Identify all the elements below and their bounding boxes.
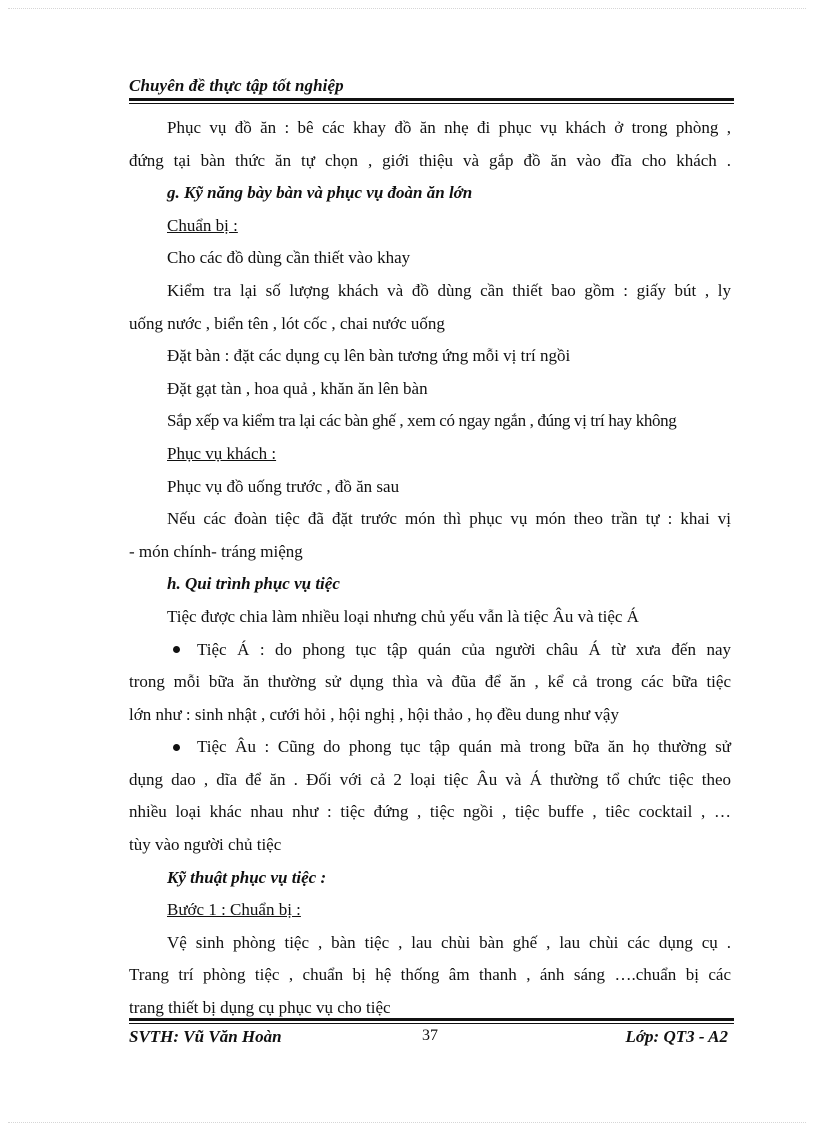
paragraph-line: Kiểm tra lại số lượng khách và đồ dùng cần thiết bao gồm : giấy bút , ly bbox=[167, 280, 731, 300]
subheading-prepare: Chuẩn bị : bbox=[167, 215, 238, 235]
paragraph-line: Sắp xếp va kiểm tra lại các bàn ghế , xem có ngay ngắn , đúng vị trí hay không bbox=[167, 411, 677, 431]
bullet-icon bbox=[173, 744, 180, 751]
paragraph-line: uống nước , biển tên , lót cốc , chai nước uống bbox=[129, 313, 445, 333]
footer-rule-thick bbox=[129, 1018, 734, 1021]
paragraph-line: tùy vào người chủ tiệc bbox=[129, 835, 282, 855]
subheading-step-1: Bước 1 : Chuẩn bị : bbox=[167, 900, 301, 920]
footer-class: Lớp: QT3 - A2 bbox=[625, 1027, 728, 1046]
paragraph-line: đứng tại bàn thức ăn tự chọn , giới thiệu và gắp đồ ăn vào đĩa cho khách . bbox=[129, 150, 731, 170]
paragraph-line: Đặt bàn : đặt các dụng cụ lên bàn tương ứng mỗi vị trí ngồi bbox=[167, 346, 571, 366]
paragraph-line: trong mỗi bữa ăn thường sử dụng thìa và đũa để ăn , kể cả trong các bữa tiệc bbox=[129, 672, 731, 692]
paragraph-line: Vệ sinh phòng tiệc , bàn tiệc , lau chùi bàn ghế , lau chùi các dụng cụ . bbox=[167, 932, 731, 952]
paragraph-line: - món chính- tráng miệng bbox=[129, 541, 303, 561]
document-body bbox=[129, 112, 731, 1025]
paragraph-line: Trang trí phòng tiệc , chuẩn bị hệ thống âm thanh , ánh sáng ….chuẩn bị các bbox=[129, 965, 731, 985]
paragraph-line: Phục vụ đồ uống trước , đồ ăn sau bbox=[167, 476, 400, 496]
paragraph-line: lớn như : sinh nhật , cưới hỏi , hội nghị , hội thảo , họ đều dung như vậy bbox=[129, 704, 619, 724]
paragraph-line: Tiệc được chia làm nhiều loại nhưng chủ yếu vẫn là tiệc Âu và tiệc Á bbox=[167, 606, 639, 626]
footer-page-number: 37 bbox=[422, 1027, 438, 1044]
paragraph-line: Đặt gạt tàn , hoa quả , khăn ăn lên bàn bbox=[167, 378, 428, 398]
footer-author: SVTH: Vũ Văn Hoàn bbox=[129, 1027, 282, 1046]
paragraph-line: trang thiết bị dụng cụ phục vụ cho tiệc bbox=[129, 998, 391, 1018]
section-heading-technique: Kỹ thuật phục vụ tiệc : bbox=[167, 867, 327, 887]
bullet-item-european-banquet: Tiệc Âu : Cũng do phong tục tập quán mà trong bữa ăn họ thường sử bbox=[129, 731, 731, 764]
header-rule-thin bbox=[129, 103, 734, 104]
section-heading-h: h. Qui trình phục vụ tiệc bbox=[167, 574, 340, 594]
paragraph-line: Nếu các đoàn tiệc đã đặt trước món thì phục vụ món theo trần tự : khai vị bbox=[167, 509, 731, 529]
paragraph-line: Phục vụ đồ ăn : bê các khay đồ ăn nhẹ đi phục vụ khách ở trong phòng , bbox=[167, 118, 731, 137]
subheading-serve-guests: Phục vụ khách : bbox=[167, 443, 277, 463]
section-heading-g: g. Kỹ năng bày bàn và phục vụ đoàn ăn lớn bbox=[167, 183, 473, 203]
header-title: Chuyên đề thực tập tốt nghiệp bbox=[129, 76, 344, 95]
footer-rule-thin bbox=[129, 1023, 734, 1024]
bullet-item-asian-banquet: Tiệc Á : do phong tục tập quán của người châu Á từ xưa đến nay bbox=[129, 634, 731, 667]
header-rule-thick bbox=[129, 98, 734, 101]
paragraph-line: nhiều loại khác nhau như : tiệc đứng , tiệc ngồi , tiệc buffe , tiêc cocktail , … bbox=[129, 802, 731, 822]
bullet-icon bbox=[173, 646, 180, 653]
paragraph-line: Cho các đồ dùng cần thiết vào khay bbox=[167, 248, 411, 268]
paragraph-line: dụng dao , dĩa để ăn . Đối với cả 2 loại tiệc Âu và Á thường tổ chức tiệc theo bbox=[129, 769, 731, 789]
